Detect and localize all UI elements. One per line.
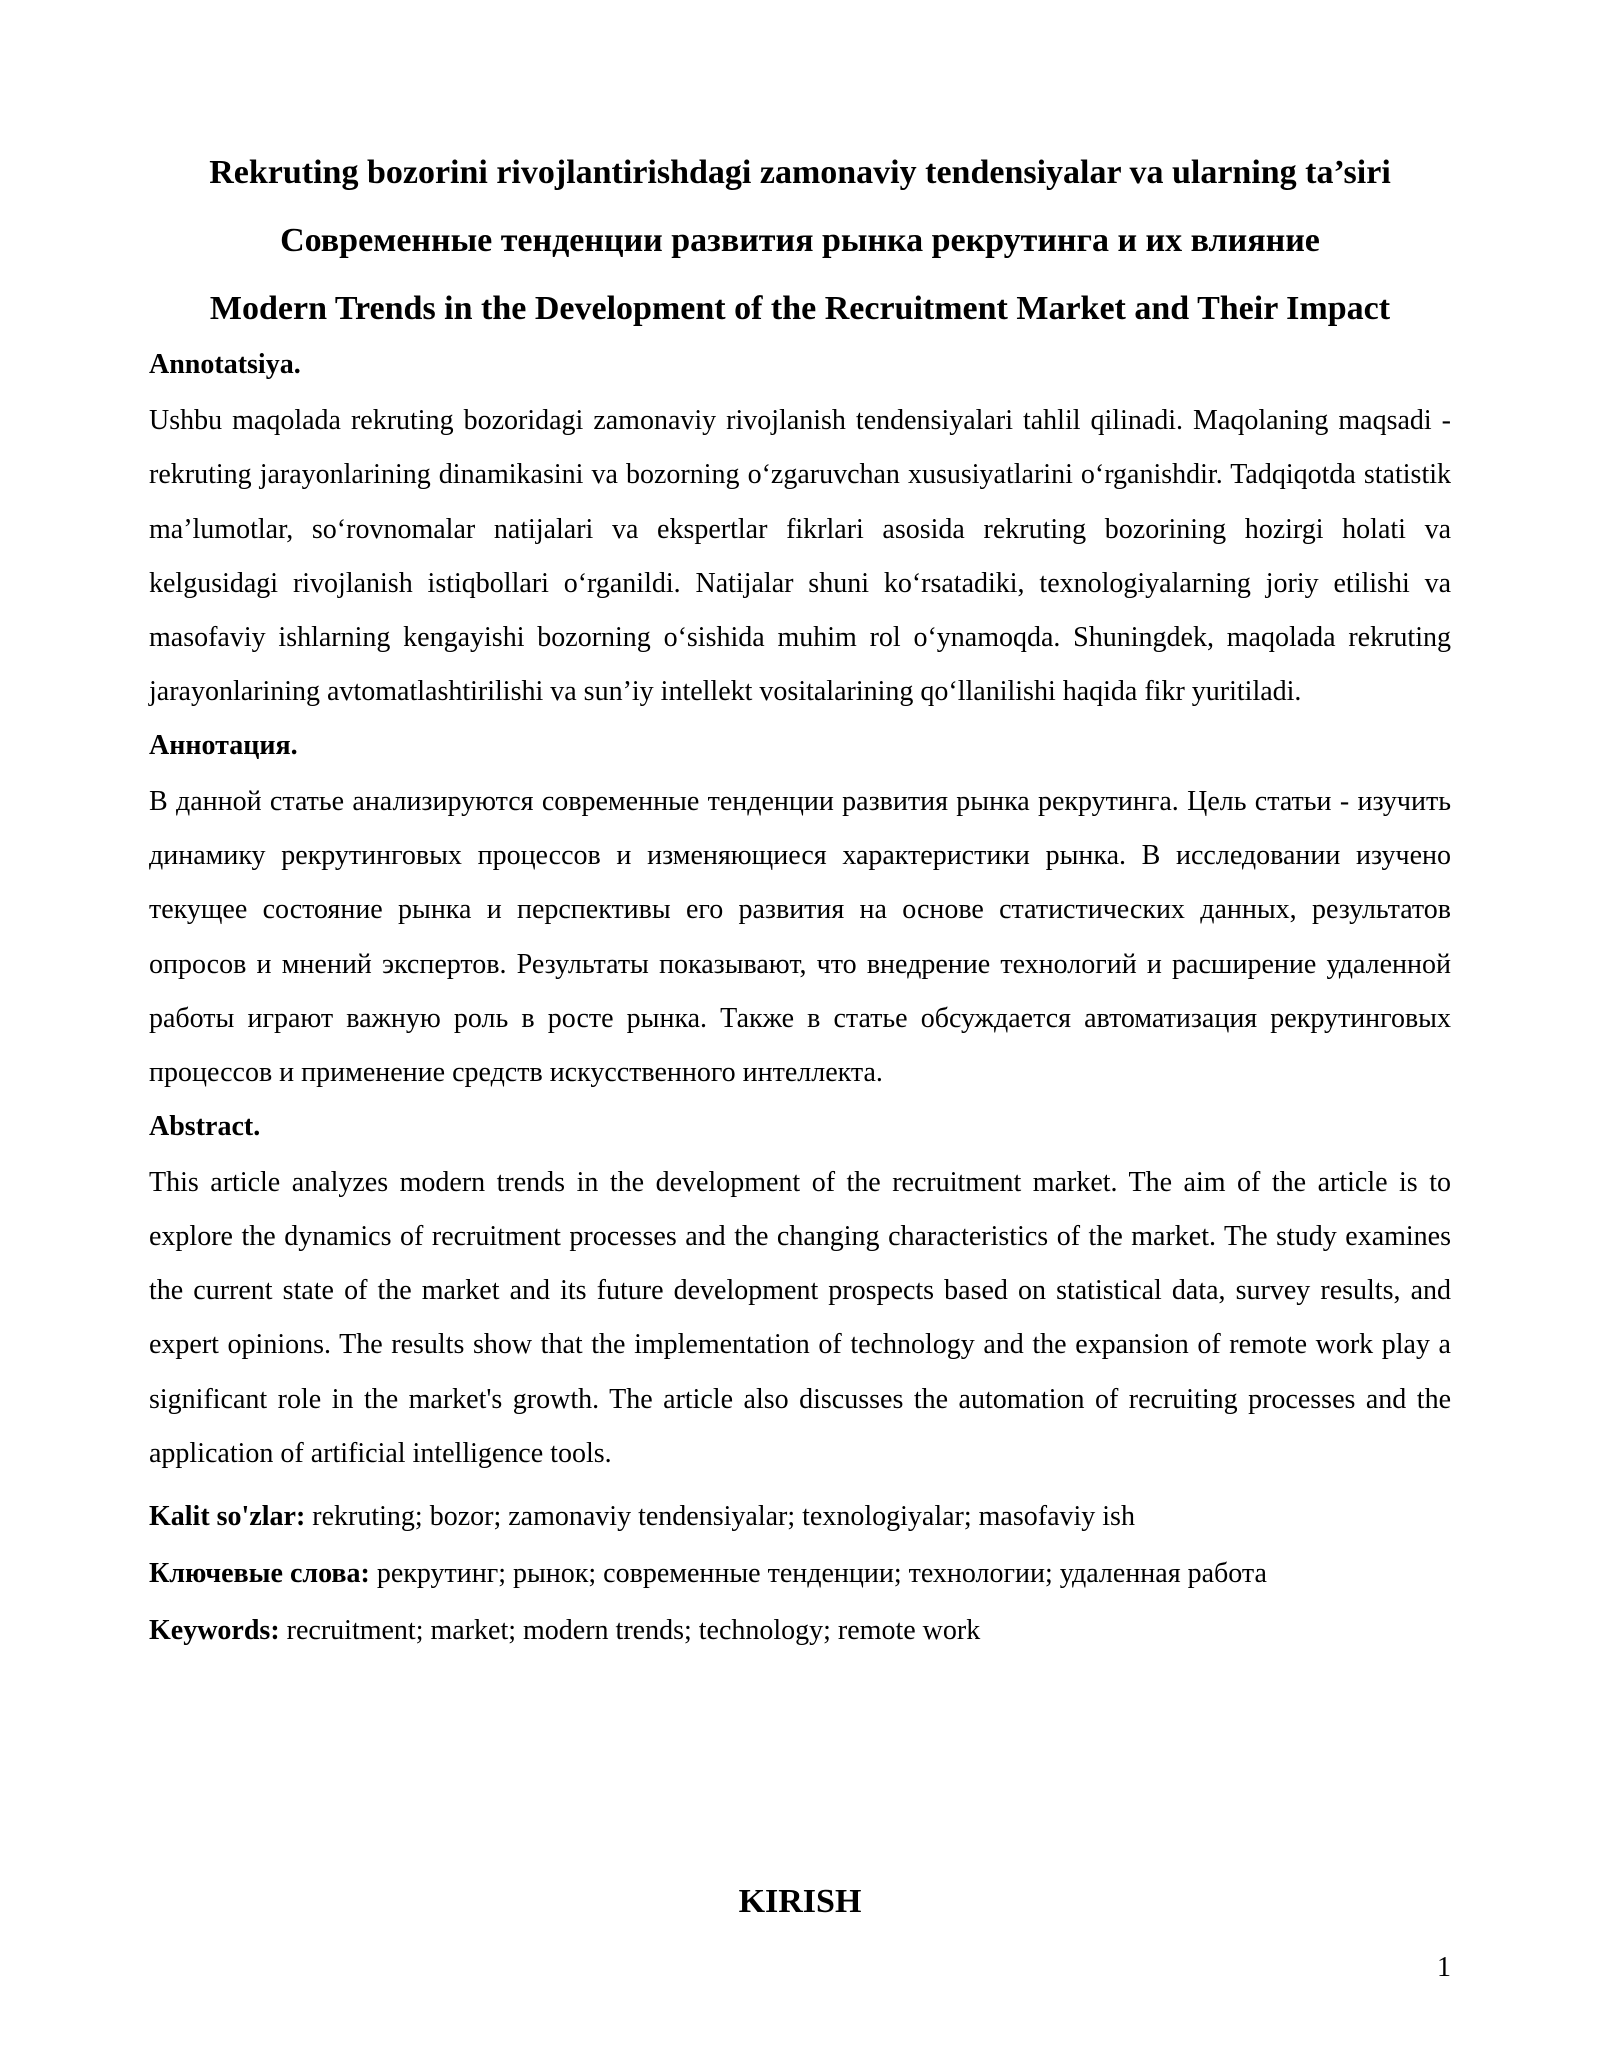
abstract-english-heading: Abstract. (149, 1110, 261, 1142)
keywords-english-label: Keywords: (149, 1615, 280, 1647)
abstract-uzbek-heading: Annotatsiya. (149, 349, 301, 380)
keywords-russian-label: Ключевые слова: (149, 1558, 370, 1590)
title-russian: Современные тенденции развития рынка рекрутинга и их влияние (280, 222, 1320, 259)
article-content (149, 148, 1451, 1659)
keywords-russian-text: рекрутинг; рынок; современные тенденции; технологии; удаленная работа (369, 1558, 1267, 1590)
page-number: 1 (1437, 1952, 1451, 1983)
abstract-uzbek-text: Ushbu maqolada rekruting bozoridagi zamonaviy rivojlanish tendensiyalari tahlil qilinadi. Maqolaning maqsadi - rekruting jarayonlarining dinamikasini va bozorning oʻzgaruvchan xususiyatlarini oʻrganishdir. Tadqiqotda statistik ma’lumotlar, soʻrovnomalar natijalari va ekspertlar fikrlari asosida rekruting bozorining hozirgi holati va kelgusidagi rivojlanish istiqbollari oʻrganildi. Natijalar shuni koʻrsatadiki, texnologiyalarning joriy etilishi va masofaviy ishlarning kengayishi bozorning oʻsishida muhim rol oʻynamoqda. Shuningdek, maqolada rekruting jarayonlarining avtomatlashtirilishi va sun’iy intellekt vositalarining qoʻllanilishi haqida fikr yuritiladi. (149, 405, 1451, 708)
abstract-russian-section (149, 727, 1451, 1101)
keywords-uzbek-text: rekruting; bozor; zamonaviy tendensiyalar; texnologiyalar; masofaviy ish (305, 1501, 1135, 1533)
abstract-english-text: This article analyzes modern trends in the development of the recruitment market. The aim of the article is to explore the dynamics of recruitment processes and the changing characteristics of the market. The study examines the current state of the market and its future development prospects based on statistical data, survey results, and expert opinions. The results show that the implementation of technology and the expansion of remote work play a significant role in the market's growth. The article also discusses the automation of recruiting processes and the application of artificial intelligence tools. (149, 1166, 1451, 1470)
section-heading-introduction: KIRISH (738, 1883, 862, 1920)
abstract-english-section (149, 1108, 1451, 1482)
keywords-block (149, 1488, 1451, 1659)
abstract-russian-text: В данной статье анализируются современные тенденции развития рынка рекрутинга. Цель статьи - изучить динамику рекрутинговых процессов и изменяющиеся характеристики рынка. В исследовании изучено текущее состояние рынка и перспективы его развития на основе статистических данных, результатов опросов и мнений экспертов. Результаты показывают, что внедрение технологий и расширение удаленной работы играют важную роль в росте рынка. Также в статье обсуждается автоматизация рекрутинговых процессов и применение средств искусственного интеллекта. (149, 785, 1451, 1089)
title-english: Modern Trends in the Development of the Recruitment Market and Their Impact (209, 290, 1391, 327)
keywords-uzbek-label: Kalit so'zlar: (149, 1501, 306, 1533)
keywords-english (149, 1602, 1451, 1659)
abstract-russian-heading: Аннотация. (149, 729, 298, 761)
keywords-english-text: recruitment; market; modern trends; technology; remote work (279, 1615, 981, 1647)
title-uzbek: Rekruting bozorini rivojlantirishdagi zamonaviy tendensiyalar va ularning ta’siri (209, 154, 1391, 191)
keywords-russian (149, 1545, 1451, 1602)
keywords-uzbek (149, 1488, 1451, 1545)
abstract-uzbek-section (149, 346, 1451, 720)
